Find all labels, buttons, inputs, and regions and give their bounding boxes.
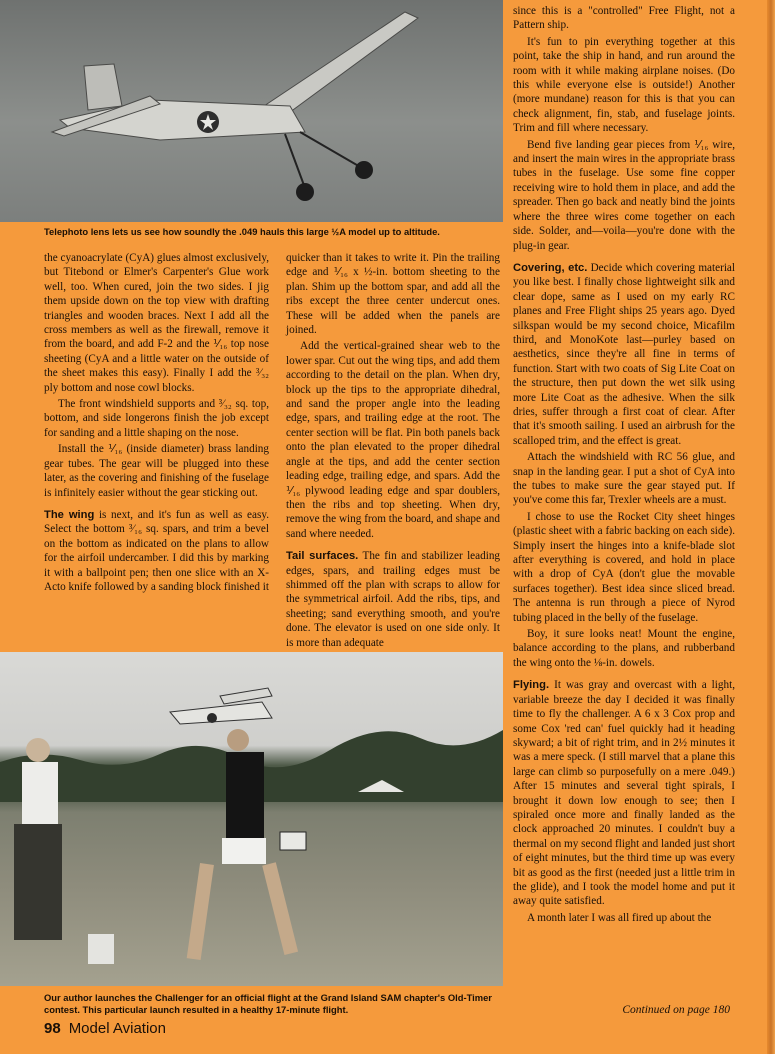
- paragraph: The front windshield supports and ³⁄₃₂ sq. top, bottom, and side longerons finish the job except for sanding and a little shaping on the nose.: [44, 398, 269, 439]
- bottom-photo-caption: Our author launches the Challenger for an official flight at the Grand Island SAM chapter's Old-Timer contest. This particular launch resulted in a healthy 17-minute flight.: [44, 992, 492, 1015]
- top-photo-caption: Telephoto lens lets us see how soundly the .049 hauls this large ½A model up to altitude.: [44, 226, 440, 237]
- paragraph: A month later I was all fired up about the: [527, 911, 712, 924]
- paragraph: [513, 678, 735, 909]
- paragraph: [286, 549, 500, 650]
- magazine-title: Model Aviation: [68, 1020, 166, 1037]
- text-column-3: [513, 4, 735, 927]
- section-heading-tail: Tail surfaces.: [286, 550, 359, 563]
- paragraph-body: It was gray and overcast with a light, variable breeze the day I decided it was finally time to fly the challenger. A 6 x 3 Cox prop and some Cox 'red can' fuel quickly had it heading skyward; a bit of right trim, and in 2½ minutes it was a mere speck. (I still marvel that a plane this large can climb so purposefully on a mere .049.) After 15 minutes and several tight spirals, I brought it down low enough to see; then I spiraled once more and finally landed as the clock approached 20 minutes. I couldn't buy a thermal on my second flight and landed just short of eight minutes, but the third time up was every bit as good as the first (needed just a little trim in the glide), and I took the model home and put it away quite satisfied.: [513, 679, 735, 908]
- paragraph: quicker than it takes to write it. Pin the trailing edge and ⅟₁₆ x ½-in. bottom sheeting to the plan. Shim up the bottom spar, and add all the ribs except the three center undercut ones. These will be added when the panels are joined.: [286, 252, 500, 337]
- section-heading-covering: Covering, etc.: [513, 261, 588, 274]
- page-edge: [767, 0, 775, 1054]
- paragraph: Install the ⅟₁₆ (inside diameter) brass landing gear tubes. The gear will be plugged into these later, as the covering and finishing of the fuselage is infinitely easier without the gear sticking out.: [44, 443, 269, 499]
- text-column-1: [44, 251, 269, 596]
- paragraph: [513, 261, 735, 448]
- paragraph: [44, 508, 269, 594]
- launch-scene-illustration: [0, 652, 503, 986]
- continued-on-page: Continued on page 180: [622, 1004, 730, 1016]
- paragraph: since this is a "controlled" Free Flight, not a Pattern ship.: [513, 5, 735, 32]
- paragraph-body: Decide which covering material you like best. I finally chose lightweight silk and clear dope, same as I used on my early RC planes and Free Flight ships 25 years ago. Dyed silkspan would be my second choice, Micafilm third, and MonoKote last—purley based on aesthetics, since they're all fine in terms of function. Start with two coats of Sig Lite Coat on the structure, then put down the wet silk using more Lite Coat as the adhesive. When the silk dries, suffer through a first coat of clear. After that it's smooth sailing. I used an airbrush for the scalloped trim, and the effect is great.: [513, 261, 735, 447]
- airplane-in-flight-photo: [0, 0, 503, 222]
- paragraph: It's fun to pin everything together at this point, take the ship in hand, and run around the room with it while making airplane noises. (Do this while everyone else is outside!) Another (more mundane) reason for this is that you can check alignment, fin, stab, and fuselage joints. Trim and fill where necessary.: [513, 35, 735, 135]
- page-number: 98: [44, 1020, 61, 1037]
- text-column-2: [286, 251, 500, 652]
- paragraph-body: The fin and stabilizer leading edges, spars, and trailing edges must be shimmed off the plan with scraps to allow for the symmetrical airfoil. Add the ribs, tips, and sheeting; sand everything smooth, and you're done. The elevator is used on one side only. It is more than adequate: [286, 550, 501, 649]
- paragraph: Attach the windshield with RC 56 glue, and snap in the landing gear. I put a shot of CyA into the tubes to make sure the gear stayed put. If you've come this far, Trexler wheels are a must.: [513, 451, 735, 507]
- section-heading-wing: The wing: [44, 508, 95, 521]
- paragraph-body: is next, and it's fun as well as easy. Select the bottom ³⁄₁₆ sq. spars, and trim a bevel on the bottom as indicated on the plans to allow for the airfoil undercamber. I did this by marking it with a ballpoint pen; then one slice with an X-Acto knife followed by a sanding block finished it: [44, 508, 269, 593]
- paragraph: the cyanoacrylate (CyA) glues almost exclusively, but Titebond or Elmer's Carpenter's Glue work well, too. When cured, join the two sides. I jig them upside down on the top view with drafting triangles and wooden braces. Next I add all the cross members as well as the firewall, remove it from the board, and add F-2 and the ⅟₁₆ top nose sheeting (CyA and a little water on the outside of the sheet makes this easy). Finally I add the ³⁄₃₂ ply bottom and nose cowl blocks.: [44, 252, 269, 394]
- section-heading-flying: Flying.: [513, 679, 550, 692]
- launch-photo: [0, 652, 503, 986]
- paragraph: Boy, it sure looks neat! Mount the engine, balance according to the plans, and rubberband the wing onto the ⅛-in. dowels.: [513, 628, 735, 669]
- paragraph: Add the vertical-grained shear web to the lower spar. Cut out the wing tips, and add them according to the detail on the plan. When dry, block up the tips to the appropriate dihedral, and sand the proper angle into the leading edge, spars, and trailing edge at the root. The center section will be flat. Pin both panels back onto the plan elevated to the proper dihedral angle at the tips, and add the center section leading edge, trailing edge, and spars. Add the ⅟₁₆ plywood leading edge and spar doublers, then the ribs and top sheeting. When dry, remove the wing from the board, and shape and sand where needed.: [286, 340, 500, 540]
- page-footer: [44, 1020, 166, 1037]
- paragraph: Bend five landing gear pieces from ⅟₁₆ wire, and insert the main wires in the appropriate brass tubes in the fuselage. Use some fine copper receiving wire to hold them in place, and add the spreader. Then go back and neatly bind the joints where the three wires come together on each side. Solder, and—voila—you're done with the plug-in gear.: [513, 138, 735, 252]
- paragraph: I chose to use the Rocket City sheet hinges (plastic sheet with a fabric backing on each side). Simply insert the hinges into a knife-blade slot after everything is covered, and hold in place with a drop of CyA (don't glue the movable surfaces together). Best idea since sliced bread. The antenna is run through a piece of Nyrod tubing placed in the belly of the fuselage.: [513, 510, 735, 624]
- airplane-illustration: [0, 0, 503, 222]
